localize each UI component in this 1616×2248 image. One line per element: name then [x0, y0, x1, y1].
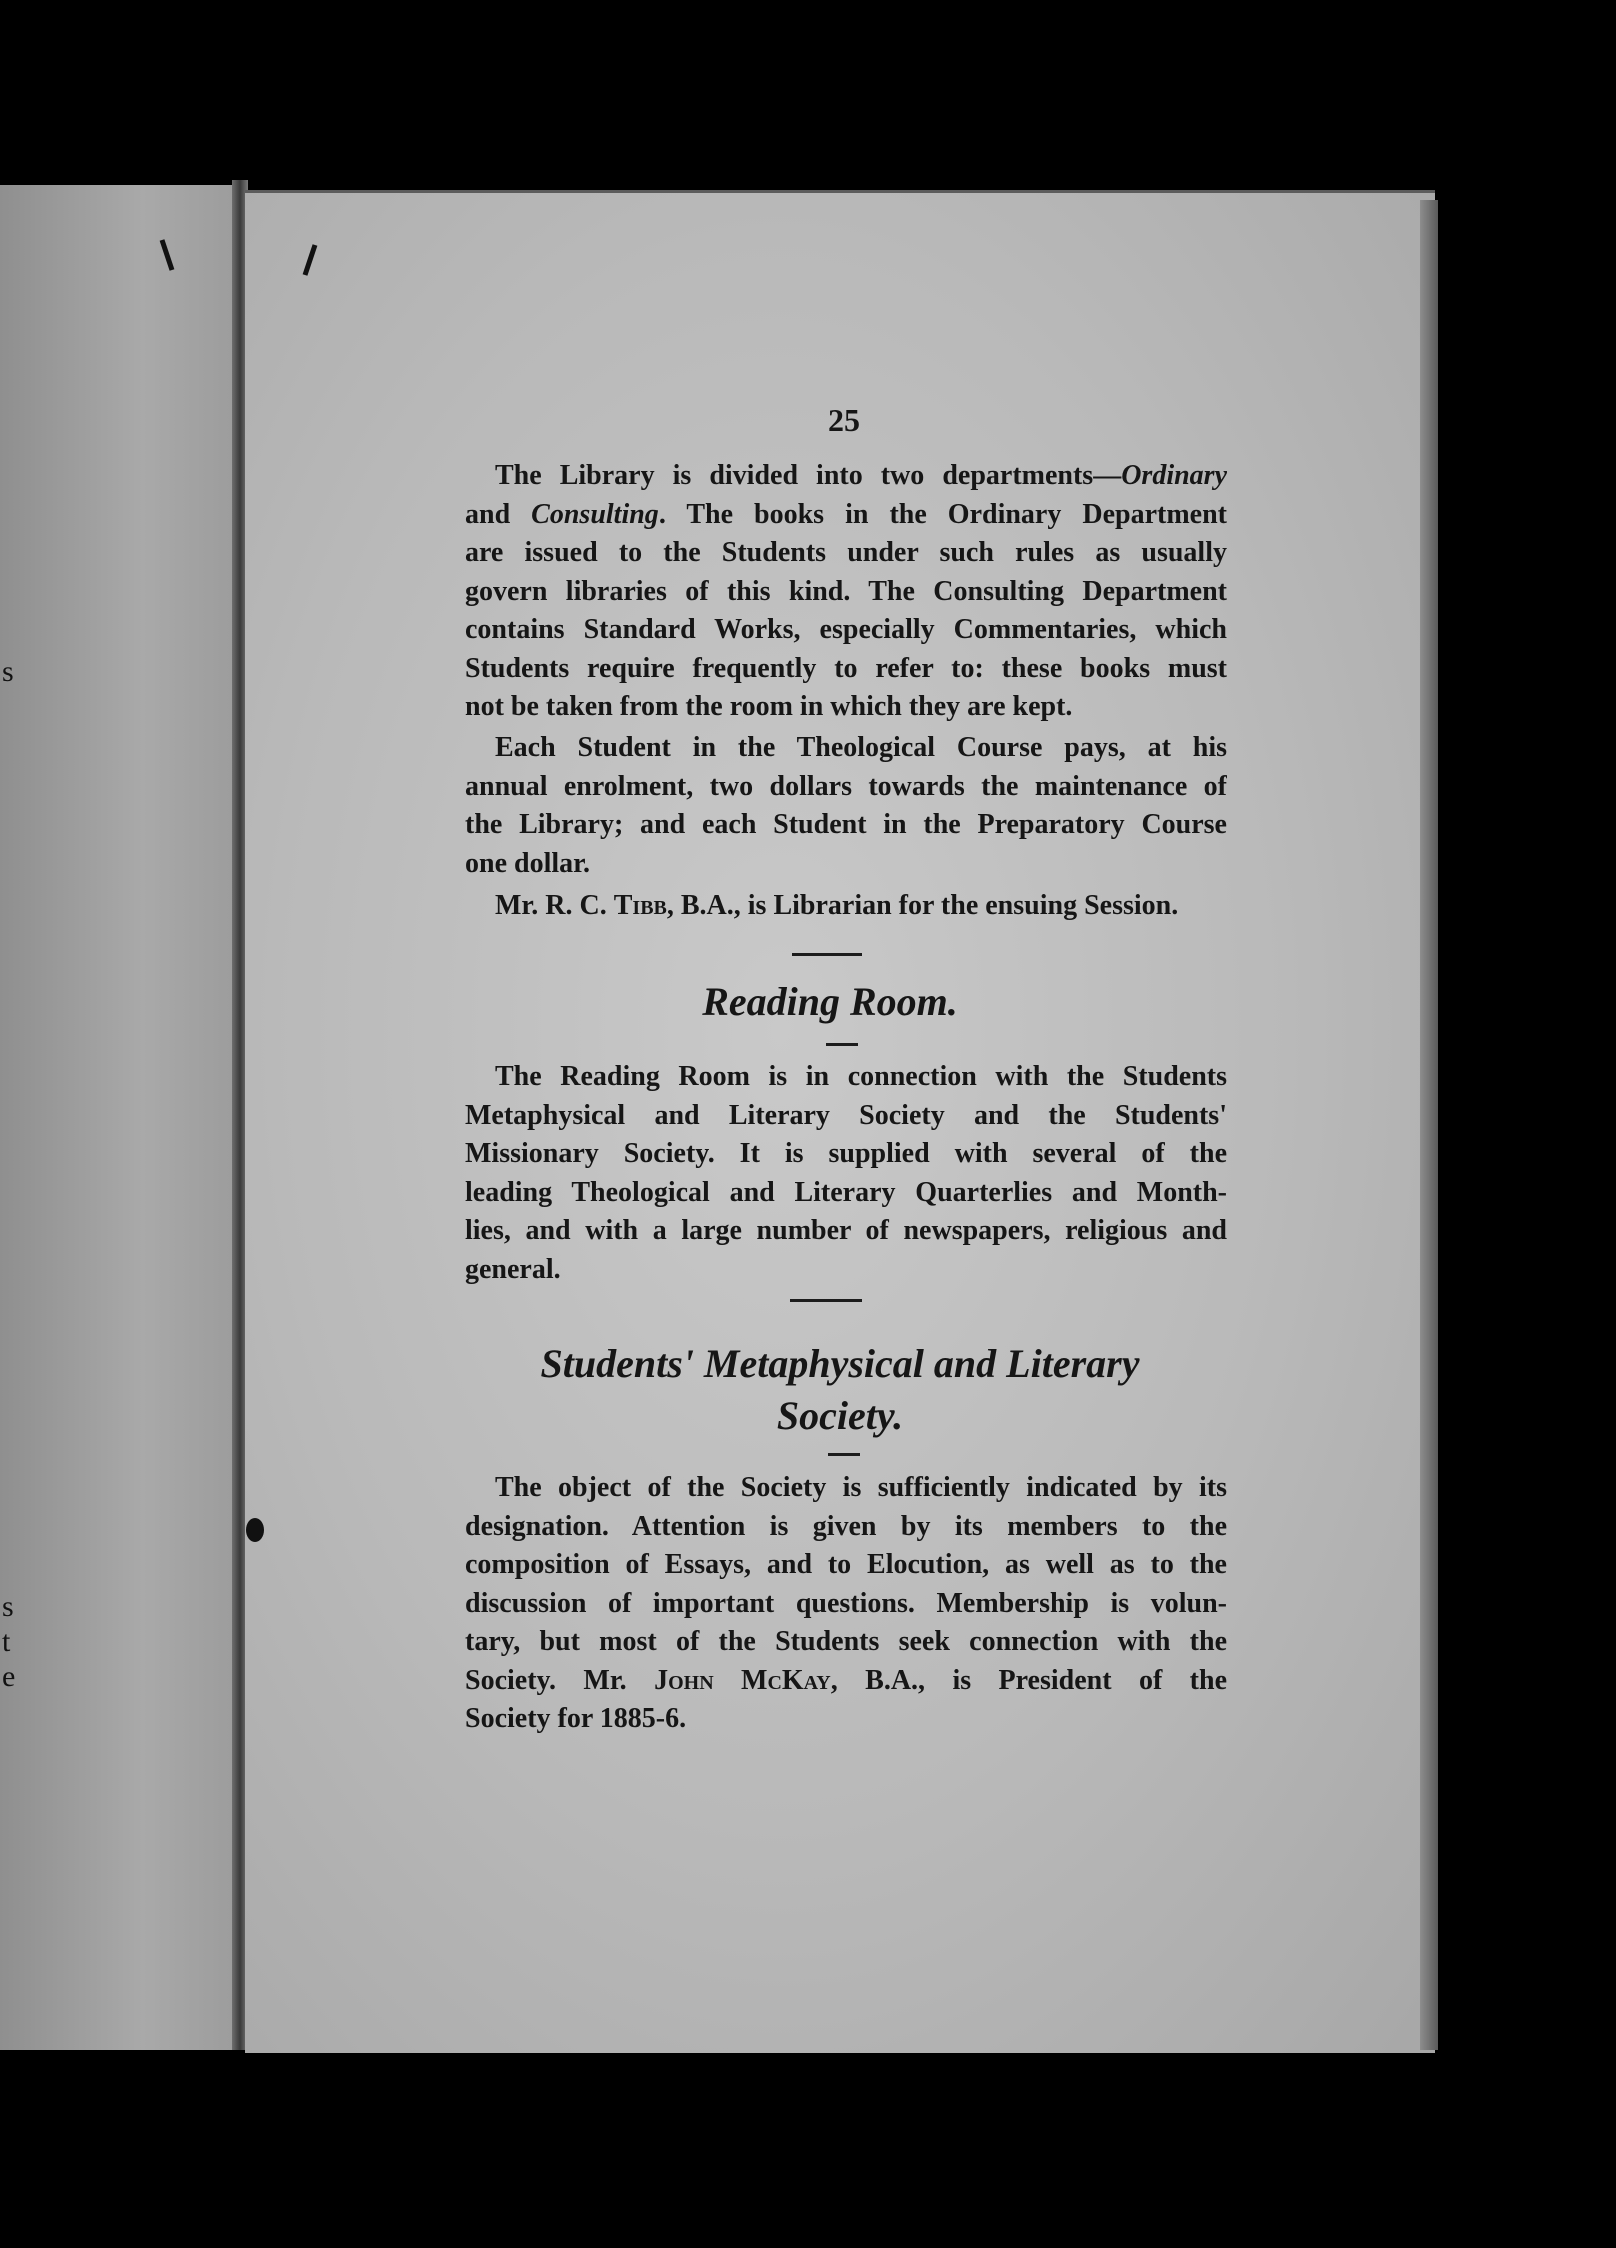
ink-blot: [240, 1515, 270, 1545]
librarian-name: Tibb: [613, 890, 667, 921]
left-margin-fragment: e: [2, 1660, 16, 1693]
text-line: Metaphysical and Literary Society and the Students': [465, 1099, 1227, 1131]
text-line: The Reading Room is in connection with the Students: [495, 1061, 1227, 1092]
left-page-edge: [0, 185, 238, 2050]
text-line: designation. Attention is given by its members to the: [465, 1510, 1227, 1542]
text-line: govern libraries of this kind. The Consulting Department: [465, 575, 1227, 607]
text-line: are issued to the Students under such rules as usually: [465, 537, 1227, 568]
page-edge-shadow: [1420, 200, 1438, 2050]
text-line: leading Theological and Literary Quarterlies and Month-: [465, 1176, 1227, 1208]
text-line: and Consulting. The books in the Ordinary Department: [465, 498, 1227, 530]
text-line: Mr. R. C. Tibb, B.A., is Librarian for the ensuing Session.: [495, 890, 1179, 921]
text-line: lies, and with a large number of newspapers, religious and: [465, 1215, 1227, 1246]
fees-paragraph: [465, 729, 1227, 883]
text-line: general.: [465, 1253, 561, 1285]
text-line: Students require frequently to refer to: these books must: [465, 652, 1227, 684]
text-line: one dollar.: [465, 847, 590, 879]
society-heading-line: Students' Metaphysical and Literary: [540, 1341, 1140, 1386]
page-number: 25: [828, 402, 860, 438]
section-divider: [790, 1299, 862, 1302]
text-line: not be taken from the room in which they are kept.: [465, 691, 1073, 722]
text-line: Society for 1885-6.: [465, 1703, 687, 1734]
society-heading: [470, 1338, 1210, 1442]
text-line: composition of Essays, and to Elocution, as well as to the: [465, 1549, 1227, 1580]
reading-room-heading: Reading Room.: [702, 979, 958, 1024]
reading-room-paragraph: [465, 1058, 1227, 1289]
text-line: tary, but most of the Students seek connection with the: [465, 1626, 1227, 1657]
text-line: contains Standard Works, especially Commentaries, which: [465, 614, 1227, 645]
heading-underline: [828, 1453, 860, 1456]
society-heading-line: Society.: [776, 1393, 904, 1438]
text-line: Missionary Society. It is supplied with several of the: [465, 1138, 1227, 1169]
left-margin-fragment: s: [2, 655, 14, 688]
president-name: John McKay: [654, 1664, 831, 1696]
text-line: The object of the Society is sufficiently indicated by its: [495, 1472, 1227, 1503]
left-margin-fragment: t: [2, 1625, 11, 1658]
text-line: The Library is divided into two departments—Ordinary: [495, 460, 1227, 491]
librarian-paragraph: [465, 887, 1227, 926]
society-paragraph: [465, 1469, 1227, 1739]
text-line: annual enrolment, two dollars towards the maintenance of: [465, 770, 1227, 802]
stray-marks: [150, 230, 350, 290]
text-line: discussion of important questions. Membership is volun-: [465, 1587, 1227, 1619]
text-line: Each Student in the Theological Course pays, at his: [495, 732, 1227, 763]
text-line: the Library; and each Student in the Preparatory Course: [465, 809, 1227, 840]
text-line: Society. Mr. John McKay, B.A., is President of the: [465, 1664, 1227, 1696]
left-margin-fragment: s: [2, 1590, 14, 1623]
heading-underline: [826, 1043, 858, 1046]
section-divider: [792, 953, 862, 956]
library-paragraph: [465, 457, 1227, 727]
